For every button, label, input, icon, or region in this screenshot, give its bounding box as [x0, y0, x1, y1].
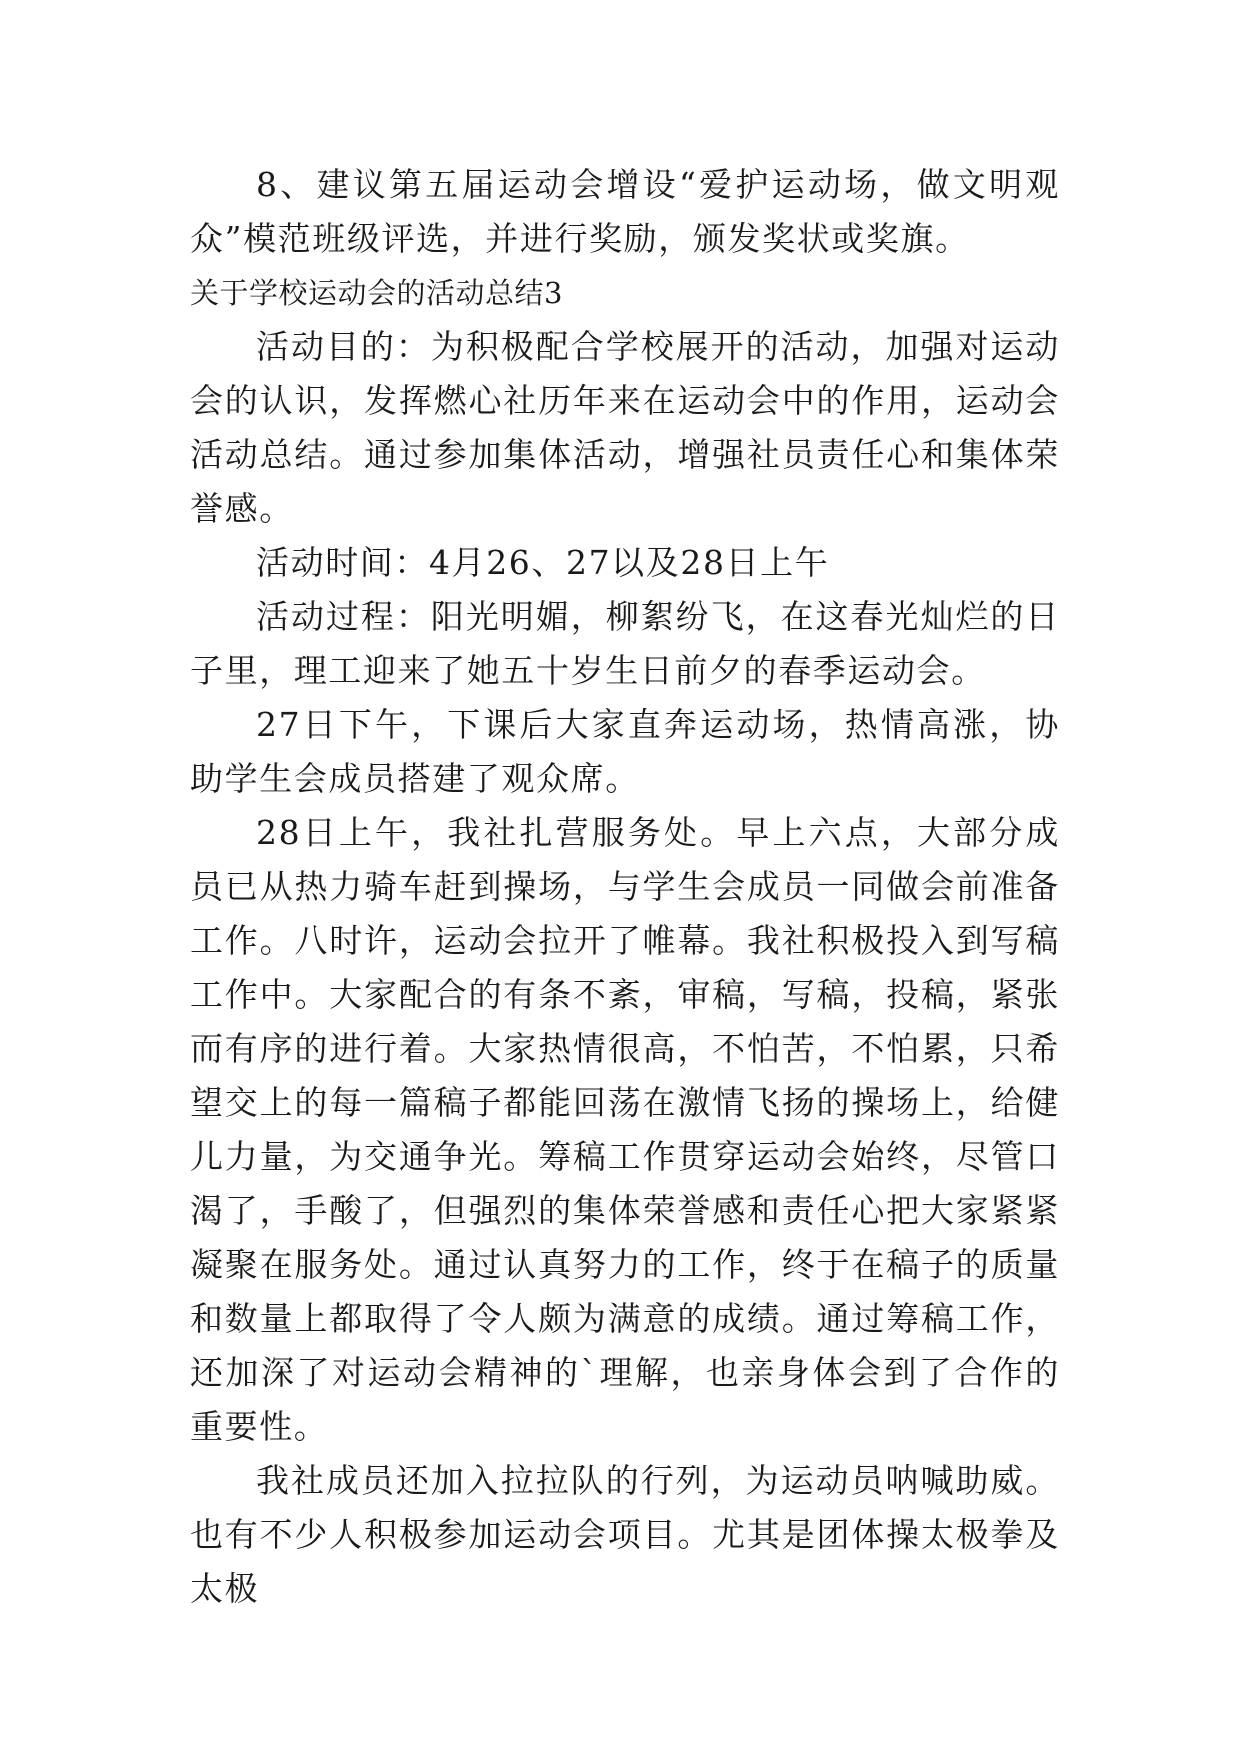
paragraph-activity-process: 活动过程：阳光明媚，柳絮纷飞，在这春光灿烂的日子里，理工迎来了她五十岁生日前夕的春季运动会。 — [190, 597, 1060, 690]
paragraph-cheering-squad: 我社成员还加入拉拉队的行列，为运动员呐喊助威。也有不少人积极参加运动会项目。尤其是团体操太极拳及太极 — [190, 1461, 1060, 1608]
paragraph-activity-time: 活动时间：4月26、27以及28日上午 — [256, 543, 830, 582]
section-heading: 关于学校运动会的活动总结3 — [190, 276, 563, 310]
paragraph-activity-purpose: 活动目的：为积极配合学校展开的活动，加强对运动会的认识，发挥燃心社历年来在运动会中的作用，运动会活动总结。通过参加集体活动，增强社员责任心和集体荣誉感。 — [190, 327, 1060, 528]
paragraph-28th-morning: 28日上午，我社扎营服务处。早上六点，大部分成员已从热力骑车赶到操场，与学生会成员一同做会前准备工作。八时许，运动会拉开了帷幕。我社积极投入到写稿工作中。大家配合的有条不紊，审稿，写稿，投稿，紧张而有序的进行着。大家热情很高，不怕苦，不怕累，只希望交上的每一篇稿子都能回荡在激情飞扬的操场上，给健儿力量，为交通争光。筹稿工作贯穿运动会始终，尽管口渴了，手酸了，但强烈的集体荣誉感和责任心把大家紧紧凝聚在服务处。通过认真努力的工作，终于在稿子的质量和数量上都取得了令人颇为满意的成绩。通过筹稿工作，还加深了对运动会精神的`理解，也亲身体会到了合作的重要性。 — [190, 813, 1060, 1446]
paragraph-suggestion-8: 8、建议第五届运动会增设“爱护运动场，做文明观众”模范班级评选，并进行奖励，颁发奖状或奖旗。 — [190, 165, 1060, 258]
document-page — [190, 158, 1060, 1616]
paragraph-27th-afternoon: 27日下午，下课后大家直奔运动场，热情高涨，协助学生会成员搭建了观众席。 — [190, 705, 1060, 798]
